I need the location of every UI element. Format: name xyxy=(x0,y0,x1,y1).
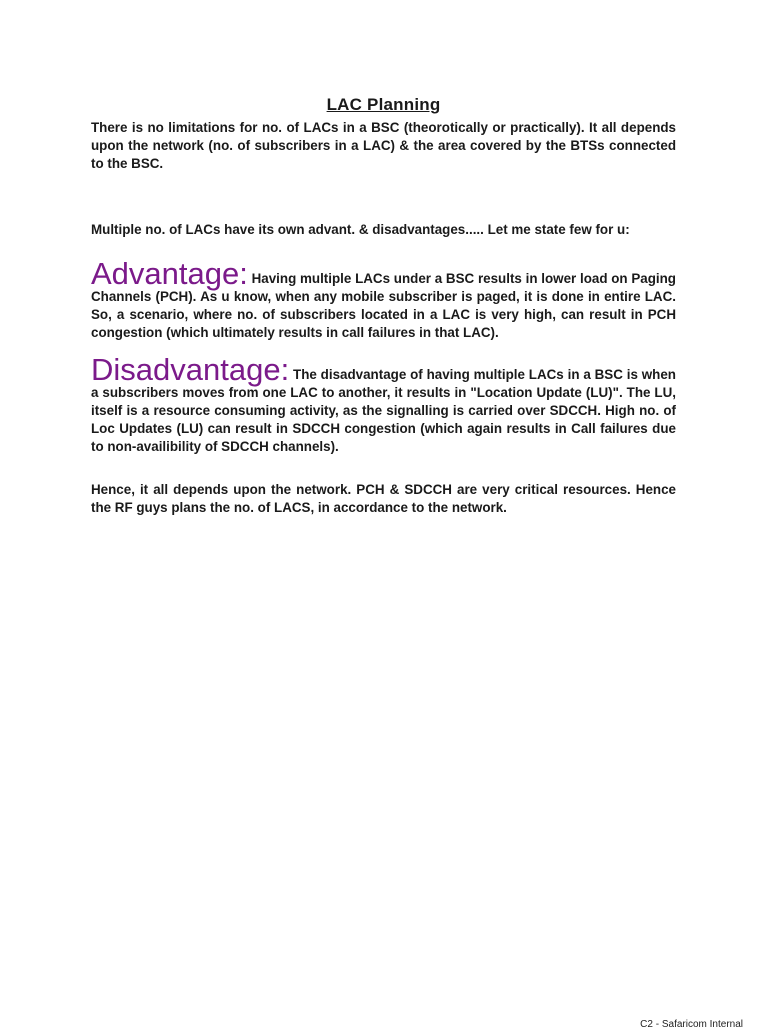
intro-paragraph: There is no limitations for no. of LACs in a BSC (theorotically or practically). It all depends upon the network (no. of subscribers in a LAC) & the area covered by the BTSs connected to the BSC. xyxy=(91,120,676,171)
classification-footer: C2 - Safaricom Internal xyxy=(640,1019,743,1030)
document-title: LAC Planning xyxy=(326,95,441,114)
disadvantage-section xyxy=(91,352,676,456)
multiple-lacs-paragraph: Multiple no. of LACs have its own advant. & disadvantages..... Let me state few for u: xyxy=(91,222,630,237)
advantage-text: Having multiple LACs under a BSC results in lower load on Paging Channels (PCH). As u know, when any mobile subscriber is paged, it is done in entire LAC. So, a scenario, where no. of subscribers located in a LAC is very high, can result in PCH congestion (which ultimately results in call failures in that LAC). xyxy=(91,271,676,340)
disadvantage-heading: Disadvantage: xyxy=(91,352,290,387)
disadvantage-text: The disadvantage of having multiple LACs in a BSC is when a subscribers moves from one LAC to another, it results in "Location Update (LU)". The LU, itself is a resource consuming activity, as the signalling is carried over SDCCH. High no. of Loc Updates (LU) can result in SDCCH congestion (which again results in Call failures due to non-availibility of SDCCH channels). xyxy=(91,367,676,454)
conclusion-paragraph: Hence, it all depends upon the network. PCH & SDCCH are very critical resources. Hence the RF guys plans the no. of LACS, in accordance to the network. xyxy=(91,482,676,515)
advantage-heading: Advantage: xyxy=(91,256,248,291)
document-page xyxy=(91,95,676,517)
advantage-section xyxy=(91,256,676,342)
